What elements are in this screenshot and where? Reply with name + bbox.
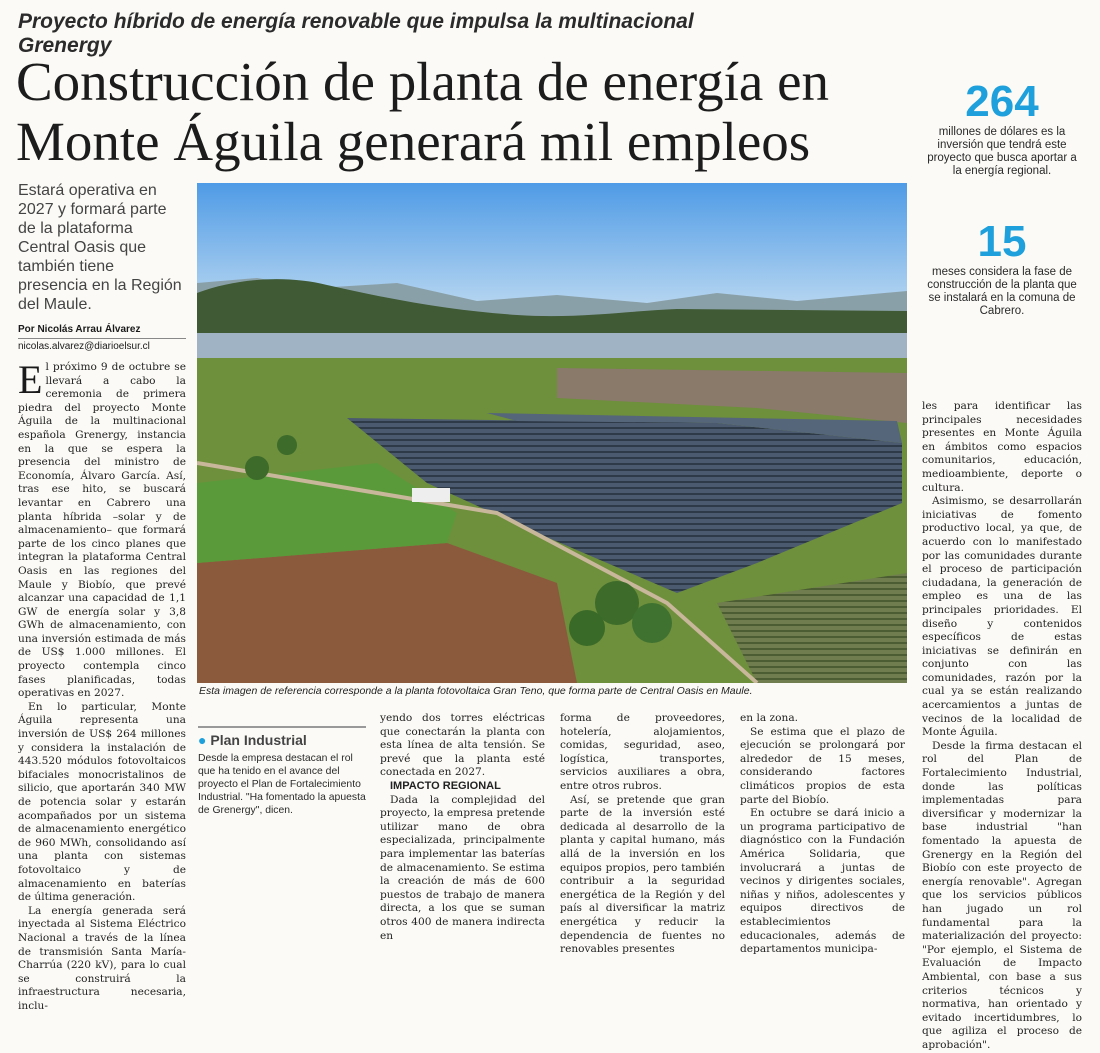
headline-line-1: Construcción de planta de energía en: [16, 51, 829, 112]
body-column-5: [922, 400, 1082, 1053]
stat-text: millones de dólares es la inversión que tendrá este proyecto que busca aportar a la energía regional.: [927, 126, 1077, 177]
paragraph: l próximo 9 de octubre se llevará a cabo la ceremonia de primera piedra del proyecto Monte Águila de la multinacional española Grenergy, instancia en la que se espera la presencia del ministro de Economía, Álvaro García. Así, tras ese hito, se buscará levantar en Cabrero una planta híbrida –solar y de almacenamiento– que formará parte de los cinco planes que integran la plataforma Central Oasis en las regiones del Maule y Biobío, que prevé alcanzar una capacidad de 1,1 GW de energía solar y 3,8 GWh de almacenamiento, con una inversión estimada de más de US$ 1.000 millones. El proyecto contempla cinco fases planificadas, todas operativas en 2027.: [18, 361, 186, 700]
box-title: Plan Industrial: [210, 732, 307, 748]
paragraph: Asimismo, se desarrollarán iniciativas de fomento productivo local, ya que, de acuerdo con lo manifestado por las comunidades durante el proceso de participación ciudadana, la generación de empleo es una de las principales prioridades. El diseño y contenidos específicos de estas iniciativas se definirán en conjunto con las comunidades, razón por la cual ya se están realizando acercamientos a juntas de vecinos de la localidad de Monte Águila.: [922, 495, 1082, 739]
paragraph: Se estima que el plazo de ejecución se prolongará por alrededor de 15 meses, considerando factores climáticos propios de esta parte del Biobío.: [740, 725, 905, 806]
paragraph: Dada la complejidad del proyecto, la empresa pretende utilizar mano de obra especializada, principalmente para implementar las baterías de almacenamiento. Se estima la creación de más de 600 puestos de trabajo de manera directa, a los que se suman otros 400 de manera indirecta en: [380, 793, 545, 942]
box-text: Desde la empresa destacan el rol que ha tenido en el avance del proyecto el Plan de Fortalecimiento Industrial. "Ha fomentado la apuesta de Grenergy", dicen.: [198, 753, 366, 816]
stat-duration: [922, 217, 1082, 318]
sidebar-box: [198, 726, 366, 817]
paragraph: En lo particular, Monte Águila representa una inversión de US$ 264 millones y considera la instalación de 443.520 módulos fotovoltaicos bifaciales monocristalinos de silicio, que aportarán 340 MW de potencia solar y estarán acompañados por un sistema de almacenamiento energético de 960 MWh, consolidando así una planta con sistemas fotovoltaico y de almacenamiento en baterías de última generación.: [18, 700, 186, 904]
paragraph: yendo dos torres eléctricas que conectarán la planta con esta línea de alta tensión. Se prevé que la planta esté conectada en 2027.: [380, 712, 545, 779]
stat-text: meses considera la fase de construcción de la planta que se instalará en la comuna de Cabrero.: [927, 266, 1077, 317]
aerial-photo-illustration: [197, 183, 907, 683]
box-title-row: [198, 726, 366, 748]
body-column-2: [380, 712, 545, 943]
photo-caption: Esta imagen de referencia corresponde a la planta fotovoltaica Gran Teno, que forma parte de Central Oasis en Maule.: [199, 685, 753, 697]
deck: Estará operativa en 2027 y formará parte de la plataforma Central Oasis que también tiene presencia en la Región del Maule.: [18, 182, 182, 313]
paragraph: En octubre se dará inicio a un programa participativo de diagnóstico con la Fundación América Solidaria, que involucrará a juntas de vecinos y dirigentes sociales, niñas y niños, adolescentes y equipos directivos de establecimientos educacionales, además de departamentos municipa-: [740, 807, 905, 956]
paragraph: forma de proveedores, hotelería, alojamientos, comidas, seguridad, aseo, logística, transportes, servicios auxiliares a obra, entre otros rubros.: [560, 712, 725, 792]
stats-sidebar: [922, 77, 1082, 318]
headline-line-2: Monte Águila generará mil empleos: [16, 111, 811, 172]
aerial-photo: [197, 183, 907, 683]
body-column-1: [18, 357, 186, 1014]
body-column-4: [740, 712, 905, 957]
drop-cap: E: [18, 357, 43, 402]
stat-number: 264: [965, 77, 1039, 126]
byline-email: nicolas.alvarez@diarioelsur.cl: [18, 341, 150, 352]
body-column-3: [560, 712, 725, 957]
subheading: IMPACTO REGIONAL: [390, 779, 501, 792]
stat-investment: [922, 77, 1082, 178]
stat-number: 15: [977, 217, 1027, 266]
paragraph: en la zona.: [740, 712, 798, 724]
paragraph: les para identificar las principales necesidades presentes en Monte Águila en ámbitos como espacios comunitarios, educación, medioambiente, deporte o cultura.: [922, 400, 1082, 494]
paragraph: Desde la firma destacan el rol del Plan de Fortalecimiento Industrial, donde las políticas implementadas para diversificar y modernizar la base industrial "han fomentado la apuesta de Grenergy en la Región del Biobío con este proyecto de energía renovable". Agregan que los servicios públicos han jugado un rol fundamental para la materialización del proyecto: "Por ejemplo, el Sistema de Evaluación de Impacto Ambiental, con base a sus criterios técnicos y normativa, han orientado y evitado incertidumbres, lo que agiliza el proceso de aprobación".: [922, 739, 1082, 1051]
kicker: Proyecto híbrido de energía renovable que impulsa la multinacional Grenergy: [18, 10, 694, 57]
headline: [16, 52, 916, 172]
bullet-dot-icon: ●: [198, 732, 207, 748]
paragraph: La energía generada será inyectada al Sistema Eléctrico Nacional a través de la línea de transmisión Santa María-Charrúa (220 kV), para lo cual se construirá la infraestructura necesaria, inclu-: [18, 904, 186, 1012]
byline-author: Por Nicolás Arrau Álvarez: [18, 324, 141, 335]
byline: [18, 324, 186, 353]
paragraph: Así, se pretende que gran parte de la inversión esté dedicada al desarrollo de la planta y capital humano, más allá de la inversión en los equipos propios, pero también contribuir a la seguridad energética de la Región y del país al diversificar la matriz energética y reducir la dependencia de fuentes no renovables presentes: [560, 793, 725, 956]
byline-divider: [18, 338, 186, 339]
